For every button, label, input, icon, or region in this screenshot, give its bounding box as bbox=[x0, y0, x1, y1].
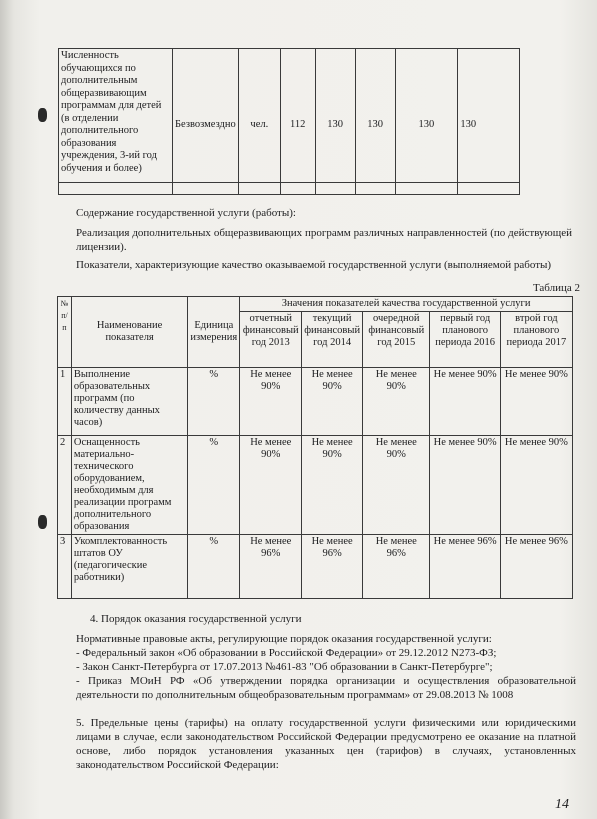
value-cell: 130 bbox=[395, 49, 458, 183]
row-value: Не менее 90% bbox=[363, 368, 430, 436]
value-cell: 112 bbox=[280, 49, 315, 183]
year-header: втрой год планового периода 2017 bbox=[500, 312, 572, 368]
value-cell: 130 bbox=[315, 49, 355, 183]
year-header: текущий финансовый год 2014 bbox=[302, 312, 363, 368]
values-group-header: Значения показателей качества государственной услуги bbox=[240, 297, 573, 312]
indicator-name: Численность обучающихся по дополнительным общеразвивающим программам для детей (в отделении дополнительного образования учреждения, 3-ий год обучения и более) bbox=[59, 49, 173, 183]
section4-heading: 4. Порядок оказания государственной услуги bbox=[90, 613, 302, 625]
top-table bbox=[58, 48, 570, 195]
row-value: Не менее 90% bbox=[430, 368, 500, 436]
year-header: очередной финансовый год 2015 bbox=[363, 312, 430, 368]
year-header: отчетный финансовый год 2013 bbox=[240, 312, 302, 368]
row-unit: % bbox=[188, 436, 240, 535]
indicators-text: Показатели, характеризующие качество оказываемой государственной услуги (выполняемой работы) bbox=[76, 259, 552, 271]
row-name: Выполнение образовательных программ (по количеству данных часов) bbox=[71, 368, 187, 436]
row-value: Не менее 90% bbox=[302, 436, 363, 535]
row-unit: % bbox=[188, 368, 240, 436]
punch-hole bbox=[38, 108, 47, 122]
row-value: Не менее 90% bbox=[302, 368, 363, 436]
payment-type: Безвозмездно bbox=[172, 49, 238, 183]
row-name: Укомплектованность штатов ОУ (педагогические работники) bbox=[71, 535, 187, 599]
row-num: 2 bbox=[58, 436, 72, 535]
value-cell: 130 bbox=[458, 49, 520, 183]
value-cell: 130 bbox=[355, 49, 395, 183]
table-row bbox=[58, 535, 573, 599]
table-row bbox=[58, 368, 573, 436]
col-name-header: Наименование показателя bbox=[71, 297, 187, 368]
row-value: Не менее 96% bbox=[302, 535, 363, 599]
content-text: Реализация дополнительных общеразвивающих программ различных направленностей (по действующей лицензии). bbox=[76, 227, 572, 253]
row-value: Не менее 96% bbox=[240, 535, 302, 599]
row-unit: % bbox=[188, 535, 240, 599]
punch-hole bbox=[38, 515, 47, 529]
legal-item: - Приказ МОиН РФ «Об утверждении порядка организации и осуществления образовательной деятельности по дополнительным общеобразовательным программам» от 29.08.2013 № 1008 bbox=[76, 675, 576, 701]
col-unit-header: Единица измерения bbox=[188, 297, 240, 368]
section5-text: 5. Предельные цены (тарифы) на оплату государственной услуги физическими или юридическими лицами в случае, если законодательством Российской Федерации предусмотрено ее оказание на платной основе, либо порядок установления указанных цен (тарифов) в случаях, установленных законодательством Российской Федерации: bbox=[76, 717, 576, 771]
year-header: первый год планового периода 2016 bbox=[430, 312, 500, 368]
table-row bbox=[58, 436, 573, 535]
col-num-header: № п/п bbox=[58, 297, 72, 368]
row-value: Не менее 90% bbox=[363, 436, 430, 535]
row-value: Не менее 90% bbox=[240, 436, 302, 535]
section4-intro: Нормативные правовые акты, регулирующие порядок оказания государственной услуги: bbox=[76, 633, 492, 645]
table-label: Таблица 2 bbox=[532, 282, 580, 294]
row-value: Не менее 90% bbox=[240, 368, 302, 436]
quality-table bbox=[57, 296, 573, 599]
row-value: Не менее 96% bbox=[500, 535, 572, 599]
page-number: 14 bbox=[555, 797, 569, 812]
legal-item: - Федеральный закон «Об образовании в Российской Федерации» от 29.12.2012 N273-ФЗ; bbox=[76, 647, 497, 659]
content-heading: Содержание государственной услуги (работы): bbox=[76, 207, 296, 219]
row-value: Не менее 96% bbox=[430, 535, 500, 599]
legal-item: - Закон Санкт-Петербурга от 17.07.2013 №461-83 "Об образовании в Санкт-Петербурге"; bbox=[76, 661, 493, 673]
unit: чел. bbox=[238, 49, 280, 183]
row-value: Не менее 90% bbox=[500, 368, 572, 436]
row-name: Оснащенность материально-технического оборудованием, необходимым для реализации программ дополнительного образования bbox=[71, 436, 187, 535]
row-value: Не менее 90% bbox=[500, 436, 572, 535]
row-value: Не менее 90% bbox=[430, 436, 500, 535]
row-num: 1 bbox=[58, 368, 72, 436]
row-value: Не менее 96% bbox=[363, 535, 430, 599]
row-num: 3 bbox=[58, 535, 72, 599]
